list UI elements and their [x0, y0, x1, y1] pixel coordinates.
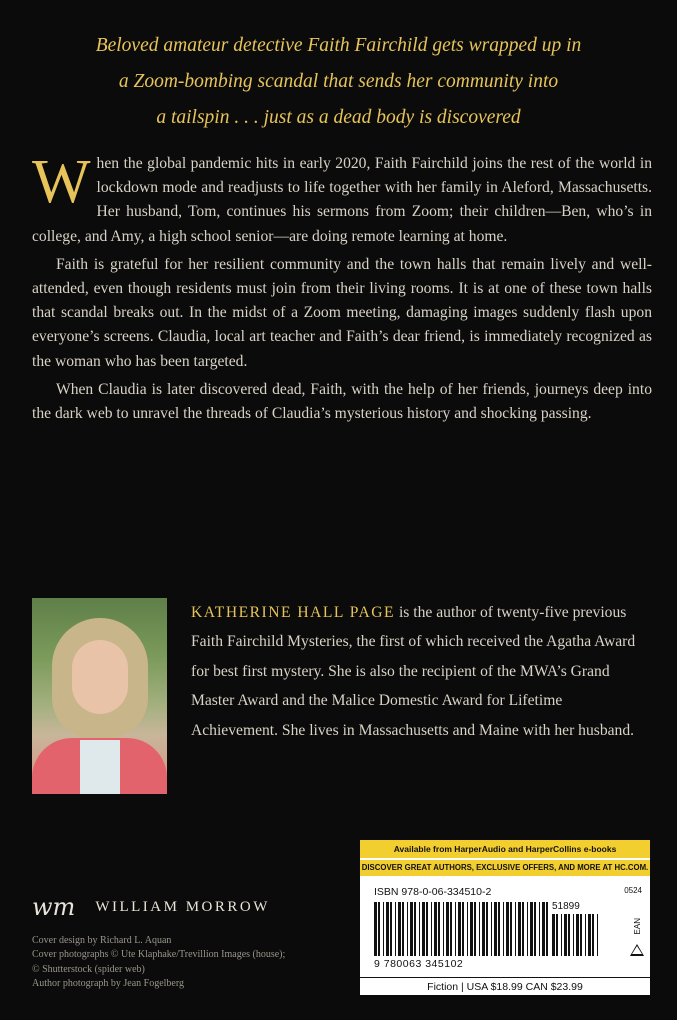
- tagline: [40, 28, 637, 136]
- tagline-line-1: Beloved amateur detective Faith Fairchild gets wrapped up in: [95, 35, 582, 56]
- barcode-digits: 9 780063 345102: [374, 958, 464, 970]
- credit-line-3: © Shutterstock (spider web): [32, 963, 145, 975]
- synopsis-paragraph-2: Faith is grateful for her resilient community and the town halls that remain lively and well-attended, even though residents must join from their living rooms. It is at one of these town halls that scandal breaks out. In the midst of a Zoom meeting, damaging images suddenly flash upon everyone’s screens. Claudia, local art teacher and Faith’s dear friend, is immediately recognized as the woman who has been targeted.: [32, 255, 652, 370]
- publisher-logo: wm: [32, 893, 76, 921]
- publisher-name: WILLIAM MORROW: [95, 898, 270, 915]
- author-photo: [32, 598, 167, 794]
- price-line: Fiction | USA $18.99 CAN $23.99: [360, 977, 650, 996]
- synopsis-text-1: hen the global pandemic hits in early 2020, Faith Fairchild joins the rest of the world in lockdown mode and readjusts to life together with her family in Aleford, Massachusetts. Her husband, Tom, continues his sermons from Zoom; their children—Ben, who’s in college, and Amy, a high school senior—are doing remote learning at home.: [32, 155, 652, 245]
- synopsis-paragraph-3: When Claudia is later discovered dead, Faith, with the help of her friends, journeys deep into the dark web to unravel the threads of Claudia’s mysterious history and shocking passing.: [32, 380, 652, 423]
- price-barcode: [552, 914, 600, 956]
- synopsis: [32, 148, 652, 426]
- promo-note: DISCOVER GREAT AUTHORS, EXCLUSIVE OFFERS, AND MORE AT HC.COM.: [360, 860, 650, 876]
- price-addon-digits: 51899: [552, 901, 580, 912]
- author-name: KATHERINE HALL PAGE: [191, 604, 396, 621]
- drop-cap: W: [32, 148, 91, 216]
- triangle-icon: [630, 944, 644, 956]
- synopsis-paragraph-1: [32, 148, 652, 249]
- author-bio-text: is the author of twenty-five previous Faith Fairchild Mysteries, the first of which received the Agatha Award for best first mystery. She is also the recipient of the MWA’s Grand Master Award and the Malice Domestic Award for Lifetime Achievement. She lives in Massachusetts and Maine with her husband.: [191, 604, 636, 739]
- tagline-line-3: a tailspin . . . just as a dead body is discovered: [156, 107, 521, 128]
- cover-credits: [32, 934, 342, 992]
- isbn: ISBN 978-0-06-334510-2: [374, 886, 492, 898]
- credit-line-4: Author photograph by Jean Fogelberg: [32, 978, 185, 990]
- credit-line-1: Cover design by Richard L. Aquan: [32, 935, 172, 946]
- availability-note: Available from HarperAudio and HarperCollins e-books: [360, 840, 650, 858]
- publisher-imprint: [32, 893, 270, 921]
- tagline-line-2: a Zoom-bombing scandal that sends her community into: [118, 71, 559, 92]
- print-code: 0524: [624, 886, 642, 895]
- ean-label: EAN: [633, 918, 642, 935]
- credit-line-2: Cover photographs © Ute Klaphake/Trevillion Images (house);: [32, 949, 286, 961]
- barcode-panel: [360, 840, 650, 995]
- author-bio: [191, 598, 651, 745]
- isbn-barcode: [374, 902, 549, 956]
